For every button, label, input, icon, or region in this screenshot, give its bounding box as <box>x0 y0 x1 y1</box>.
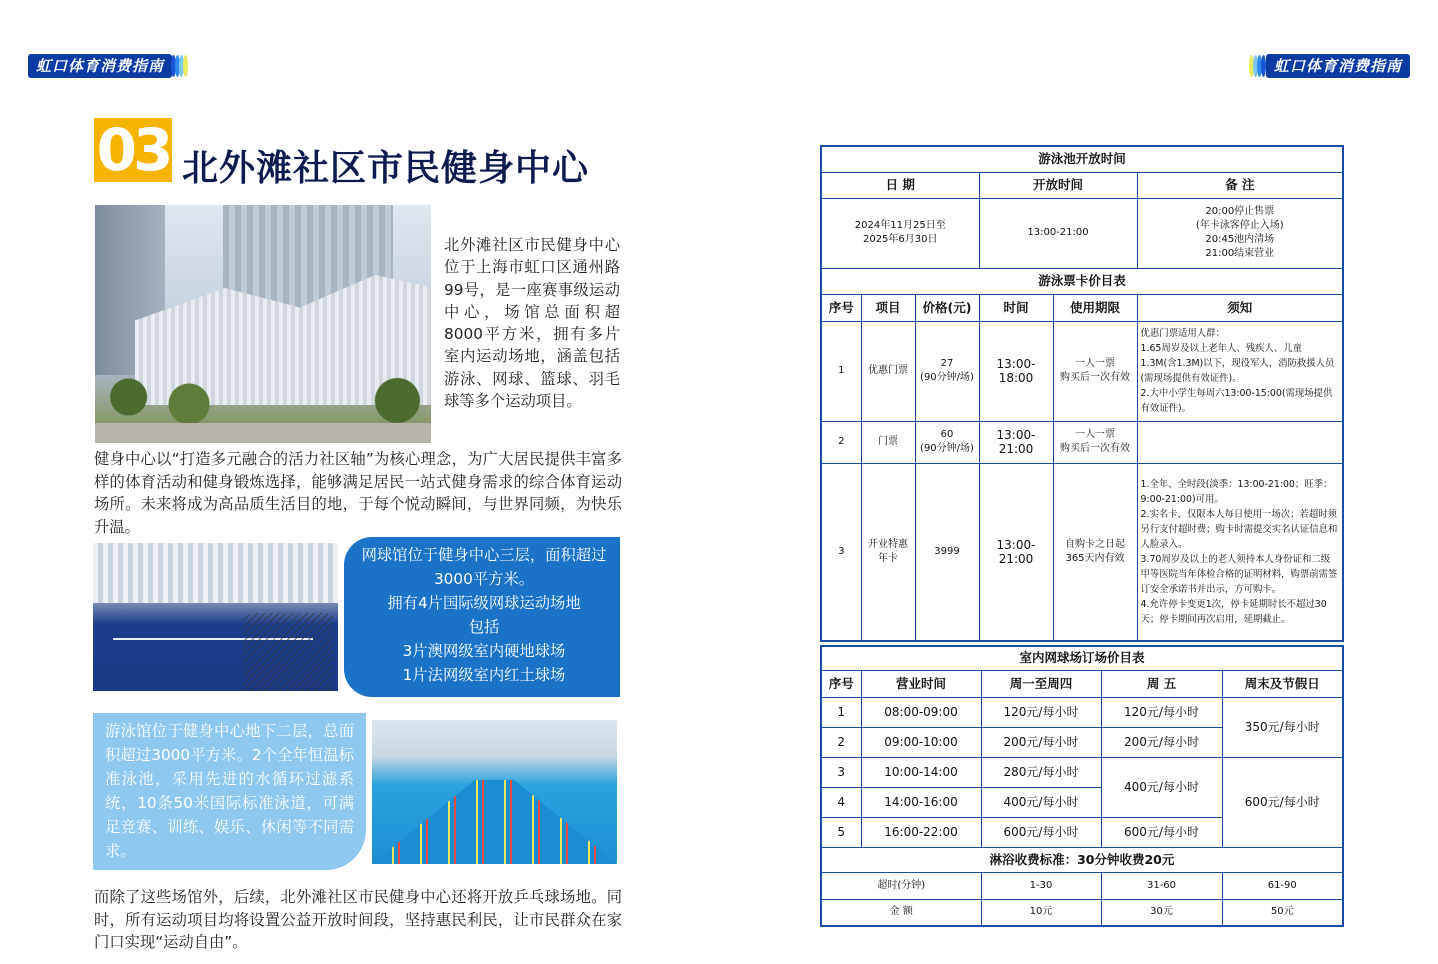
pool-date-line: 2024年11月25日至 <box>854 220 946 231</box>
tennis-mon-thu: 600元/每小时 <box>981 817 1101 847</box>
tennis-hours: 10:00-14:00 <box>861 757 981 787</box>
swim-header: 使用期限 <box>1053 294 1137 321</box>
pool-hours-header-time: 开放时间 <box>979 172 1137 198</box>
swim-no: 3 <box>821 463 861 641</box>
tennis-line: 网球馆位于健身中心三层，面积超过3000平方米。 <box>361 546 607 588</box>
header-right <box>1250 54 1410 78</box>
section-number: 03 <box>94 118 172 182</box>
tennis-mon-thu: 120元/每小时 <box>981 697 1101 727</box>
tennis-fri: 400元/每小时 <box>1101 757 1222 817</box>
concept-paragraph: 健身中心以“打造多元融合的活力社区轴”为核心理念，为广大居民提供丰富多样的体育活动和健身锻炼选择，能够满足居民一站式健身需求的综合体育运动场所。未来将成为高品质生活目的地，于每个悦动瞬间，与世界同频，为快乐升温。 <box>94 450 622 536</box>
tennis-mon-thu: 400元/每小时 <box>981 787 1101 817</box>
swim-notice <box>1137 421 1343 463</box>
price-table <box>820 145 1344 642</box>
header-left-stripes <box>172 55 188 77</box>
tennis-fri: 600元/每小时 <box>1101 817 1222 847</box>
tennis-no: 3 <box>821 757 861 787</box>
swimming-pool-photo <box>372 720 617 864</box>
swim-item: 优惠门票 <box>861 321 915 421</box>
table-row <box>821 421 1343 463</box>
header-left <box>28 54 188 78</box>
pool-hours-notes <box>1137 198 1343 268</box>
pool-hours-date <box>821 198 979 268</box>
intro-paragraph: 北外滩社区市民健身中心位于上海市虹口区通州路99号，是一座赛事级运动中心，场馆总面积超8000平方米，拥有多片室内运动场地，涵盖包括游泳、网球、篮球、羽毛球等多个运动项目。 <box>444 236 620 411</box>
building-photo <box>95 205 431 443</box>
tennis-no: 4 <box>821 787 861 817</box>
pool-text: 游泳馆位于健身中心地下二层，总面积超过3000平方米。2个全年恒温标准泳池，采用先进的水循环过滤系统，10条50米国际标准泳道，可满足竞赛、训练、娱乐、休闲等不同需求。 <box>105 722 354 860</box>
shower-overtime: 31-60 <box>1101 872 1222 899</box>
tennis-mon-thu: 280元/每小时 <box>981 757 1101 787</box>
swim-item: 门票 <box>861 421 915 463</box>
tennis-prices-title: 室内网球场订场价目表 <box>821 646 1343 670</box>
swim-time: 13:00-21:00 <box>979 463 1053 641</box>
tennis-table <box>820 645 1344 927</box>
shower-title: 淋浴收费标准：30分钟收费20元 <box>821 847 1343 872</box>
tennis-line: 包括 <box>468 618 500 636</box>
pool-hours-time: 13:00-21:00 <box>979 198 1137 268</box>
shower-overtime: 61-90 <box>1222 872 1343 899</box>
tennis-court-photo <box>93 543 338 691</box>
header-right-title: 虹口体育消费指南 <box>1266 54 1410 78</box>
tennis-no: 5 <box>821 817 861 847</box>
tennis-hours: 08:00-09:00 <box>861 697 981 727</box>
swim-no: 2 <box>821 421 861 463</box>
shower-amount: 30元 <box>1101 899 1222 926</box>
swim-header: 时间 <box>979 294 1053 321</box>
tennis-mon-thu: 200元/每小时 <box>981 727 1101 757</box>
shower-amount-label: 金 额 <box>821 899 981 926</box>
tennis-weekend: 600元/每小时 <box>1222 757 1343 847</box>
swim-header: 价格(元) <box>915 294 979 321</box>
table-row <box>821 697 1343 727</box>
swim-price: 27 (90分钟/场) <box>915 321 979 421</box>
swim-no: 1 <box>821 321 861 421</box>
shower-overtime-label: 超时(分钟) <box>821 872 981 899</box>
pool-note-line: 20:00停止售票 <box>1205 206 1275 217</box>
tennis-hours: 16:00-22:00 <box>861 817 981 847</box>
closing-paragraph: 而除了这些场馆外，后续，北外滩社区市民健身中心还将开放乒乓球场地。同时，所有运动项目均将设置公益开放时间段，坚持惠民利民，让市民群众在家门口实现“运动自由”。 <box>94 888 622 951</box>
tennis-weekend: 350元/每小时 <box>1222 697 1343 757</box>
pool-hours-header-date: 日 期 <box>821 172 979 198</box>
pool-note-line: 20:45池内清场 <box>1205 234 1275 245</box>
tennis-line: 1片法网级室内红土球场 <box>402 666 566 684</box>
table-row <box>821 757 1343 787</box>
swim-header: 序号 <box>821 294 861 321</box>
swim-validity: 自购卡之日起 365天内有效 <box>1053 463 1137 641</box>
tennis-header: 营业时间 <box>861 670 981 697</box>
swim-item: 开业特惠年卡 <box>861 463 915 641</box>
tennis-header: 序号 <box>821 670 861 697</box>
tennis-fri: 200元/每小时 <box>1101 727 1222 757</box>
table-row <box>821 321 1343 421</box>
swim-header: 项目 <box>861 294 915 321</box>
tennis-header: 周一至周四 <box>981 670 1101 697</box>
page-title: 北外滩社区市民健身中心 <box>182 148 590 189</box>
shower-amount: 50元 <box>1222 899 1343 926</box>
swim-validity: 一人一票 购买后一次有效 <box>1053 321 1137 421</box>
tennis-hours: 09:00-10:00 <box>861 727 981 757</box>
shower-overtime: 1-30 <box>981 872 1101 899</box>
swim-price: 3999 <box>915 463 979 641</box>
tennis-info-box <box>344 537 620 697</box>
swim-validity: 一人一票 购买后一次有效 <box>1053 421 1137 463</box>
swim-time: 13:00-18:00 <box>979 321 1053 421</box>
swim-time: 13:00-21:00 <box>979 421 1053 463</box>
tennis-no: 1 <box>821 697 861 727</box>
swim-notice: 1.全年、全时段(淡季：13:00-21:00；旺季：9:00-21:00)可用。 2.实名卡，仅限本人每日使用一场次；若超时须另行支付超时费；购卡时需提交实名认证信息和人脸录入。 3.70周岁及以上的老人须持本人身份证和二级甲等医院当年体检合格的证明材料，购票前需签订安全承诺书并出示，方可购卡。 4.允许停卡变更1次，停卡延期时长不超过30天；停卡期间再次启用，延期截止。 <box>1137 463 1343 641</box>
table-row <box>821 463 1343 641</box>
pool-note-line: 21:00结束营业 <box>1205 248 1275 259</box>
pool-date-line: 2025年6月30日 <box>862 234 938 245</box>
tennis-line: 3片澳网级室内硬地球场 <box>402 642 566 660</box>
tennis-fri: 120元/每小时 <box>1101 697 1222 727</box>
swim-notice: 优惠门票适用人群： 1.65周岁及以上老年人、残疾人、儿童 1.3M(含1.3M)以下，现役军人，消防救援人员(需现场提供有效证件)。 2.大中小学生每周六13:00-15:00(需现场提供有效证件)。 <box>1137 321 1343 421</box>
swim-price: 60 (90分钟/场) <box>915 421 979 463</box>
tennis-no: 2 <box>821 727 861 757</box>
swim-prices-title: 游泳票卡价目表 <box>821 268 1343 294</box>
pool-hours-header-notes: 备 注 <box>1137 172 1343 198</box>
tennis-line: 拥有4片国际级网球运动场地 <box>387 594 581 612</box>
pool-info-box <box>93 713 366 870</box>
tennis-hours: 14:00-16:00 <box>861 787 981 817</box>
tennis-header: 周末及节假日 <box>1222 670 1343 697</box>
pool-note-line: (年卡泳客停止入场) <box>1195 220 1284 231</box>
header-left-title: 虹口体育消费指南 <box>28 54 172 78</box>
pool-hours-title: 游泳池开放时间 <box>821 146 1343 172</box>
swim-header: 须知 <box>1137 294 1343 321</box>
shower-amount: 10元 <box>981 899 1101 926</box>
header-right-stripes <box>1250 55 1266 77</box>
tennis-header: 周 五 <box>1101 670 1222 697</box>
